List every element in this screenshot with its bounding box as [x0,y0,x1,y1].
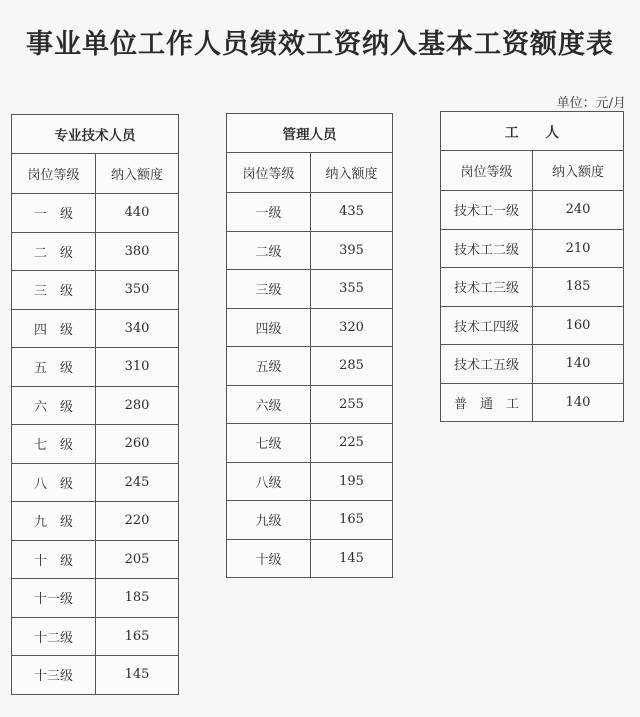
table-row [227,347,393,386]
table-row [12,386,179,425]
table-row [12,617,179,656]
table-row [12,656,179,695]
amount-cell: 220 [96,502,179,541]
amount-cell: 160 [533,306,624,345]
amount-cell: 340 [96,309,179,348]
grade-cell: 技术工二级 [441,229,533,268]
table-row [227,270,393,309]
table-row [227,501,393,540]
table-row [441,268,624,307]
amount-cell: 285 [311,347,393,386]
grade-cell: 六 级 [12,386,96,425]
amount-cell: 140 [533,345,624,384]
amount-cell: 145 [96,656,179,695]
grade-cell: 一 级 [12,194,96,233]
grade-cell: 五 级 [12,348,96,387]
amount-cell: 395 [311,231,393,270]
amount-cell: 350 [96,271,179,310]
table-row [227,193,393,232]
grade-cell: 九 级 [12,502,96,541]
amount-cell: 195 [311,462,393,501]
grade-cell: 十一级 [12,579,96,618]
grade-cell: 三级 [227,270,311,309]
amount-cell: 210 [533,229,624,268]
table-row [12,425,179,464]
grade-cell: 八级 [227,462,311,501]
grade-cell: 五级 [227,347,311,386]
grade-cell: 九级 [227,501,311,540]
table-row [227,231,393,270]
table-row [12,579,179,618]
grade-cell: 七级 [227,424,311,463]
amount-cell: 310 [96,348,179,387]
amount-cell: 320 [311,308,393,347]
table-row [12,463,179,502]
column-header-grade: 岗位等级 [227,153,311,193]
table-row [12,271,179,310]
grade-cell: 技术工一级 [441,191,533,230]
amount-cell: 225 [311,424,393,463]
table-row [12,348,179,387]
table-heading: 管理人员 [227,114,393,153]
grade-cell: 技术工五级 [441,345,533,384]
page-title: 事业单位工作人员绩效工资纳入基本工资额度表 [26,29,614,60]
table-row [441,345,624,384]
table-row [441,383,624,422]
table-row [12,540,179,579]
table-heading: 工 人 [441,112,624,151]
amount-cell: 205 [96,540,179,579]
grade-cell: 三 级 [12,271,96,310]
column-header-grade: 岗位等级 [441,151,533,191]
amount-cell: 165 [96,617,179,656]
table-row [227,385,393,424]
amount-cell: 280 [96,386,179,425]
grade-cell: 技术工四级 [441,306,533,345]
table-row [441,191,624,230]
workers-table [440,111,624,422]
amount-cell: 245 [96,463,179,502]
amount-cell: 440 [96,194,179,233]
table-row [441,229,624,268]
grade-cell: 四 级 [12,309,96,348]
grade-cell: 七 级 [12,425,96,464]
amount-cell: 355 [311,270,393,309]
table-row [12,502,179,541]
column-header-grade: 岗位等级 [12,154,96,194]
table-row [12,232,179,271]
table-row [227,462,393,501]
unit-label: 单位：元/月 [556,96,626,111]
column-header-amount: 纳入额度 [96,154,179,194]
grade-cell: 二级 [227,231,311,270]
table-row [227,308,393,347]
grade-cell: 十 级 [12,540,96,579]
table-row [227,424,393,463]
grade-cell: 六级 [227,385,311,424]
amount-cell: 185 [533,268,624,307]
grade-cell: 十三级 [12,656,96,695]
grade-cell: 十级 [227,539,311,578]
grade-cell: 普 通 工 [441,383,533,422]
table-row [12,194,179,233]
grade-cell: 二 级 [12,232,96,271]
table-row [227,539,393,578]
amount-cell: 255 [311,385,393,424]
amount-cell: 240 [533,191,624,230]
amount-cell: 145 [311,539,393,578]
management-staff-table [226,113,393,578]
amount-cell: 140 [533,383,624,422]
table-row [12,309,179,348]
grade-cell: 技术工三级 [441,268,533,307]
grade-cell: 一级 [227,193,311,232]
table-heading: 专业技术人员 [12,115,179,154]
column-header-amount: 纳入额度 [311,153,393,193]
amount-cell: 380 [96,232,179,271]
professional-staff-table [11,114,179,695]
amount-cell: 165 [311,501,393,540]
table-row [441,306,624,345]
amount-cell: 435 [311,193,393,232]
amount-cell: 260 [96,425,179,464]
grade-cell: 四级 [227,308,311,347]
grade-cell: 十二级 [12,617,96,656]
column-header-amount: 纳入额度 [533,151,624,191]
amount-cell: 185 [96,579,179,618]
grade-cell: 八 级 [12,463,96,502]
